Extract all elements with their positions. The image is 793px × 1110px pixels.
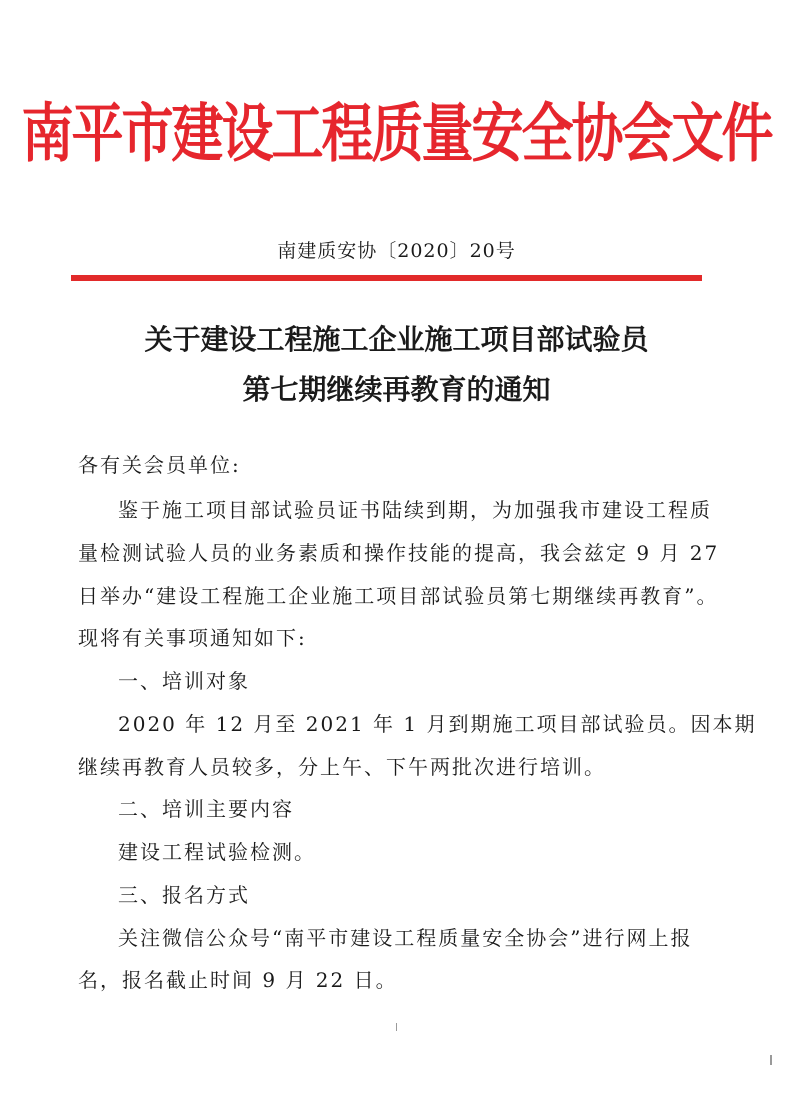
section-1-line-1: 2020 年 12 月至 2021 年 1 月到期施工项目部试验员。因本期 bbox=[118, 712, 757, 736]
scan-speck bbox=[770, 1055, 772, 1065]
section-3-heading: 三、报名方式 bbox=[118, 883, 250, 907]
notice-title-line-2: 第七期继续再教育的通知 bbox=[242, 373, 551, 406]
intro-line-2: 量检测试验人员的业务素质和操作技能的提高，我会兹定 9 月 27 bbox=[78, 541, 720, 565]
section-1-line-2: 继续再教育人员较多，分上午、下午两批次进行培训。 bbox=[78, 755, 606, 779]
intro-line-3: 日举办“建设工程施工企业施工项目部试验员第七期继续再教育”。 bbox=[78, 584, 719, 608]
letterhead-title: 南平市建设工程质量安全协会文件 bbox=[21, 98, 772, 172]
scan-speck bbox=[396, 1023, 397, 1031]
document-number: 南建质安协〔2020〕20号 bbox=[277, 240, 516, 262]
intro-line-4: 现将有关事项通知如下: bbox=[78, 626, 307, 650]
red-divider-line bbox=[71, 275, 702, 281]
intro-line-1: 鉴于施工项目部试验员证书陆续到期，为加强我市建设工程质 bbox=[118, 498, 712, 522]
salutation: 各有关会员单位: bbox=[78, 453, 241, 477]
section-3-line-2: 名，报名截止时间 9 月 22 日。 bbox=[78, 968, 398, 992]
notice-title-line-1: 关于建设工程施工企业施工项目部试验员 bbox=[144, 323, 649, 356]
section-1-heading: 一、培训对象 bbox=[118, 669, 250, 693]
section-3-line-1: 关注微信公众号“南平市建设工程质量安全协会”进行网上报 bbox=[118, 926, 693, 950]
section-2-heading: 二、培训主要内容 bbox=[118, 797, 294, 821]
section-2-line-1: 建设工程试验检测。 bbox=[118, 840, 316, 864]
